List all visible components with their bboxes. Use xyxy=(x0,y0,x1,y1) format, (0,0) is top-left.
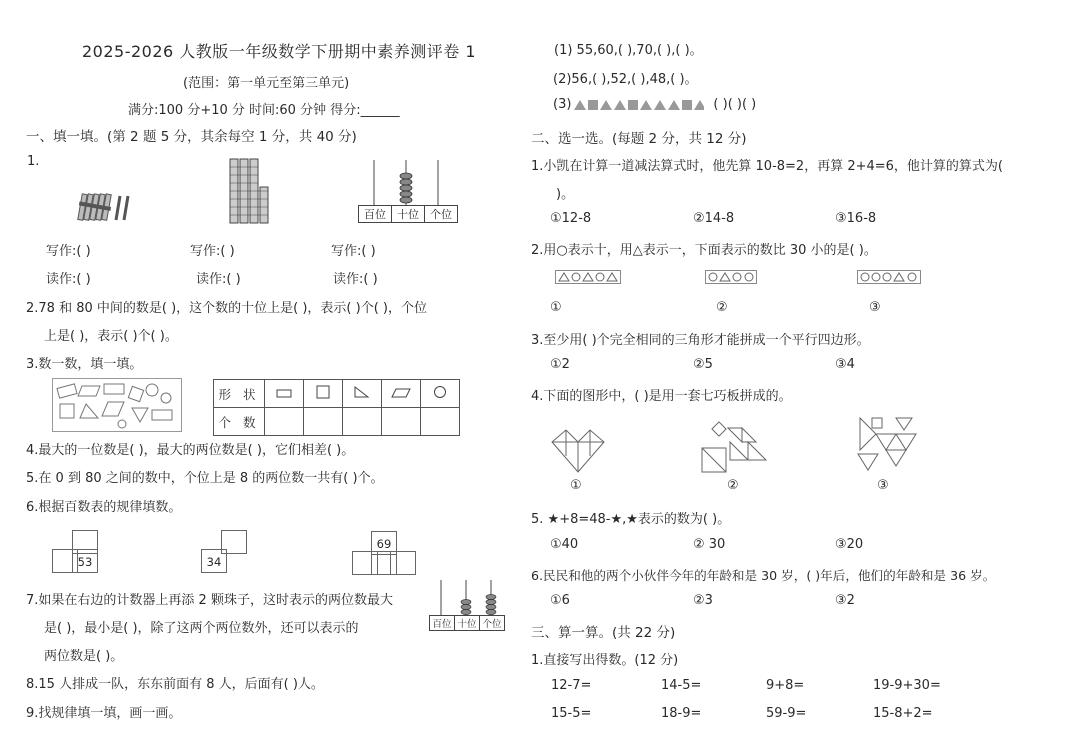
abacus-1 xyxy=(358,160,456,222)
q1-read-3: 读作:( ) xyxy=(333,272,378,287)
s2-q3-option-3[interactable]: ③4 xyxy=(835,357,855,372)
tangram-figure-2-image xyxy=(700,420,768,476)
calc-item: 15-8+2= xyxy=(873,706,933,721)
count-cell[interactable] xyxy=(265,408,304,436)
calc-item: 14-5= xyxy=(661,678,702,693)
q9-item-2: (2)56,( ),52,( ),48,( )。 xyxy=(553,72,698,87)
q9-item-1: (1) 55,60,( ),70,( ),( )。 xyxy=(554,43,703,58)
q7-line3: 两位数是( )。 xyxy=(44,649,124,664)
calc-item: 18-9= xyxy=(661,706,702,721)
s2-q2-option-2[interactable]: ② xyxy=(716,300,728,315)
given-cell: 53 xyxy=(72,549,98,573)
q7-line2: 是( )，最小是( )，除了这两个两位数外，还可以表示的 xyxy=(44,621,359,636)
q9-item-3-blanks: ( )( )( ) xyxy=(713,97,757,112)
count-cell[interactable] xyxy=(343,408,382,436)
triangle-shape-icon xyxy=(343,380,382,408)
s2-q1-option-3[interactable]: ③16-8 xyxy=(835,211,877,226)
s2-q4-text: 4.下面的图形中，( )是用一套七巧板拼成的。 xyxy=(531,389,792,404)
calc-item: 15-5= xyxy=(551,706,592,721)
q3-text: 3.数一数，填一填。 xyxy=(26,357,143,372)
circle-shape-icon xyxy=(421,380,460,408)
q1-write-3: 写作:( ) xyxy=(331,244,376,259)
s2-q4-option-2[interactable]: ② xyxy=(727,478,739,493)
count-cell[interactable] xyxy=(304,408,343,436)
s2-q4-option-1[interactable]: ① xyxy=(570,478,582,493)
shape-row-label: 形 状 xyxy=(214,380,265,408)
scope-line: (范围：第一单元至第三单元) xyxy=(183,76,350,91)
q1-write-2: 写作:( ) xyxy=(190,244,235,259)
abacus1-label-ones: 个位 xyxy=(430,208,452,221)
q6-text: 6.根据百数表的规律填数。 xyxy=(26,500,182,515)
abacus2-label-tens: 十位 xyxy=(455,616,480,630)
q9-item-3-number: (3) xyxy=(553,97,572,112)
q9-text: 9.找规律填一填，画一画。 xyxy=(26,706,182,721)
s2-q1-line1: 1.小凯在计算一道减法算式时，他先算 10-8=2，再算 2+4=6，他计算的算式为( xyxy=(531,159,1004,174)
abacus1-label-hundreds: 百位 xyxy=(359,206,392,222)
hundred-chart-fragment-1 xyxy=(52,530,108,572)
circle-triangle-row-3-image xyxy=(857,270,921,284)
shape-count-table xyxy=(213,379,460,436)
s2-q3-option-2[interactable]: ②5 xyxy=(693,357,713,372)
hundred-chart-fragment-2 xyxy=(201,530,257,572)
s2-q6-option-2[interactable]: ②3 xyxy=(693,593,713,608)
count-cell[interactable] xyxy=(421,408,460,436)
abacus1-label-tens: 十位 xyxy=(392,206,425,222)
count-row-label: 个 数 xyxy=(214,408,265,436)
triangle-square-pattern-icon xyxy=(574,98,704,112)
section2-heading: 二、选一选。(每题 2 分，共 12 分) xyxy=(531,131,747,147)
calc-item: 12-7= xyxy=(551,678,592,693)
abacus2-label-ones: 个位 xyxy=(482,619,502,630)
q4-text: 4.最大的一位数是( )，最大的两位数是( )，它们相差( )。 xyxy=(26,443,355,458)
q1-read-2: 读作:( ) xyxy=(196,272,241,287)
q2-line1: 2.78 和 80 中间的数是( )，这个数的十位上是( )，表示( )个( )，个位 xyxy=(26,301,427,316)
abacus2-label-hundreds: 百位 xyxy=(430,616,455,630)
circle-triangle-row-1-image xyxy=(555,270,621,284)
tangram-heart-image xyxy=(550,428,608,476)
mixed-shapes-image xyxy=(52,378,182,432)
s2-q6-text: 6.民民和他的两个小伙伴今年的年龄和是 30 岁，( )年后，他们的年龄和是 36 岁。 xyxy=(531,568,996,583)
s2-q1-option-2[interactable]: ②14-8 xyxy=(693,211,735,226)
q1-read-1: 读作:( ) xyxy=(46,272,91,287)
s2-q1-option-1[interactable]: ①12-8 xyxy=(550,211,592,226)
s3-q1-text: 1.直接写出得数。(12 分) xyxy=(531,653,679,668)
tangram-figure-3-image xyxy=(852,414,918,474)
blank-cell[interactable] xyxy=(390,551,416,575)
hundred-chart-fragment-3 xyxy=(352,531,416,573)
rectangle-shape-icon xyxy=(265,380,304,408)
count-cell[interactable] xyxy=(382,408,421,436)
given-cell: 69 xyxy=(371,531,397,555)
abacus-2 xyxy=(429,580,504,630)
q7-line1: 7.如果在右边的计数器上再添 2 颗珠子，这时表示的两位数最大 xyxy=(26,593,393,608)
section3-heading: 三、算一算。(共 22 分) xyxy=(531,625,676,641)
calc-item: 19-9+30= xyxy=(873,678,941,693)
calc-item: 59-9= xyxy=(766,706,807,721)
s2-q6-option-3[interactable]: ③2 xyxy=(835,593,855,608)
s2-q4-option-3[interactable]: ③ xyxy=(877,478,889,493)
s2-q3-text: 3.至少用( )个完全相同的三角形才能拼成一个平行四边形。 xyxy=(531,333,870,348)
s2-q2-text: 2.用○表示十，用△表示一，下面表示的数比 30 小的是( )。 xyxy=(531,243,877,258)
q1-number: 1. xyxy=(27,154,40,169)
q8-text: 8.15 人排成一队，东东前面有 8 人，后面有( )人。 xyxy=(26,677,324,692)
s2-q5-option-1[interactable]: ①40 xyxy=(550,537,579,552)
s2-q5-option-3[interactable]: ③20 xyxy=(835,537,864,552)
stick-bundles-image xyxy=(76,190,136,226)
calc-item: 9+8= xyxy=(766,678,805,693)
cube-columns-image xyxy=(228,157,272,225)
s2-q2-option-3[interactable]: ③ xyxy=(869,300,881,315)
page-title: 2025-2026 人教版一年级数学下册期中素养测评卷 1 xyxy=(82,42,477,61)
s2-q3-option-1[interactable]: ①2 xyxy=(550,357,570,372)
q2-line2: 上是( )，表示( )个( )。 xyxy=(44,329,178,344)
s2-q5-option-2[interactable]: ② 30 xyxy=(693,537,726,552)
q5-text: 5.在 0 到 80 之间的数中，个位上是 8 的两位数一共有( )个。 xyxy=(26,471,384,486)
square-shape-icon xyxy=(304,380,343,408)
q9-item-3 xyxy=(553,97,756,112)
s2-q5-text: 5. ★+8=48-★,★表示的数为( )。 xyxy=(531,512,731,527)
given-cell: 34 xyxy=(201,549,227,573)
parallelogram-shape-icon xyxy=(382,380,421,408)
s2-q2-option-1[interactable]: ① xyxy=(550,300,562,315)
q1-write-1: 写作:( ) xyxy=(46,244,91,259)
score-line: 满分:100 分+10 分 时间:60 分钟 得分:______ xyxy=(128,103,400,118)
section1-heading: 一、填一填。(第 2 题 5 分，其余每空 1 分，共 40 分) xyxy=(26,129,357,145)
circle-triangle-row-2-image xyxy=(705,270,757,284)
s2-q1-line2: )。 xyxy=(556,187,575,202)
s2-q6-option-1[interactable]: ①6 xyxy=(550,593,570,608)
